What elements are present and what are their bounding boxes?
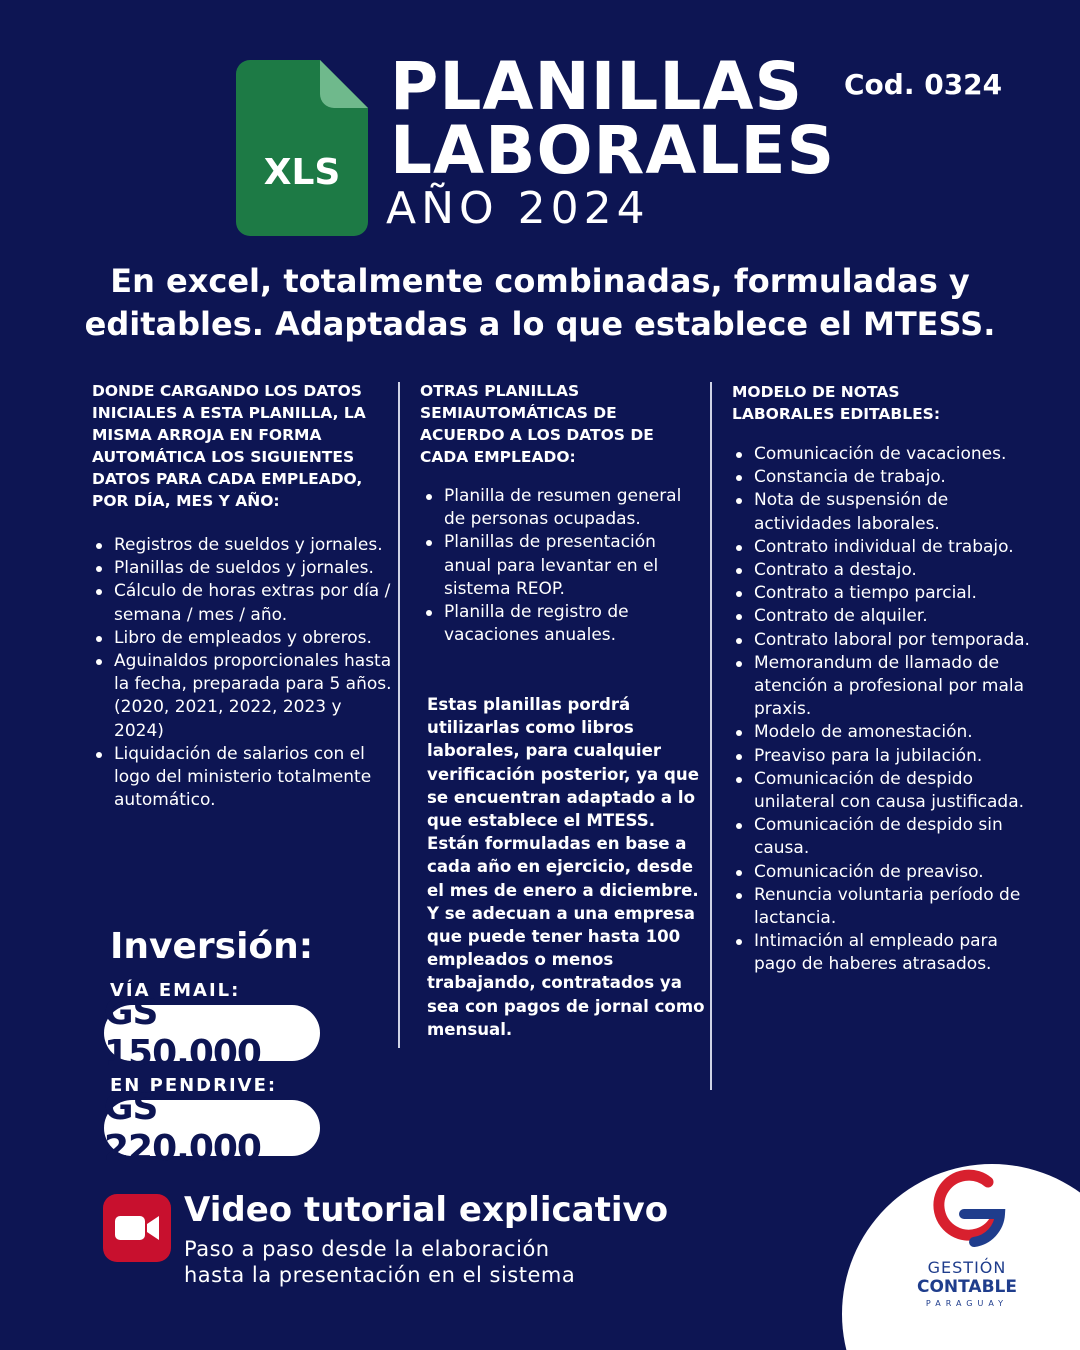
column-divider <box>710 382 712 1090</box>
list-item: Aguinaldos proporcionales hasta la fecha, preparada para 5 años. (2020, 2021, 2022, 2023 y 2024) <box>92 650 392 743</box>
subtitle-year: AÑO 2024 <box>386 183 650 234</box>
product-code: Cod. 0324 <box>844 68 1003 101</box>
list-item: Memorandum de llamado de atención a profesional por mala praxis. <box>732 652 1032 722</box>
email-price-badge: GS 150.000 <box>104 1005 320 1061</box>
list-item: Comunicación de despido sin causa. <box>732 814 1032 860</box>
list-item: Comunicación de despido unilateral con causa justificada. <box>732 768 1032 814</box>
list-item: Libro de empleados y obreros. <box>92 627 392 650</box>
logo-text-gestion: GESTIÓN <box>927 1258 1007 1277</box>
list-item: Contrato a destajo. <box>732 559 1032 582</box>
col2-heading: OTRAS PLANILLAS SEMIAUTOMÁTICAS DE ACUERDO A LOS DATOS DE CADA EMPLEADO: <box>420 382 654 466</box>
list-item: Registros de sueldos y jornales. <box>92 534 392 557</box>
list-item: Contrato a tiempo parcial. <box>732 582 1032 605</box>
list-item: Planillas de sueldos y jornales. <box>92 557 392 580</box>
video-camera-icon <box>103 1194 171 1262</box>
col1-heading: DONDE CARGANDO LOS DATOS INICIALES A ESTA PLANILLA, LA MISMA ARROJA EN FORMA AUTOMÁTICA LOS SIGUIENTES DATOS PARA CADA EMPLEADO, POR DÍA, MES Y AÑO: <box>92 382 366 510</box>
video-title: Video tutorial explicativo <box>184 1190 669 1230</box>
pendrive-price-label: EN PENDRIVE: <box>110 1075 278 1096</box>
col3-list <box>732 443 1032 977</box>
list-item: Cálculo de horas extras por día / semana / mes / año. <box>92 580 392 626</box>
list-item: Modelo de amonestación. <box>732 721 1032 744</box>
list-item: Nota de suspensión de actividades laborales. <box>732 489 1032 535</box>
col2-note: Estas planillas pordrá utilizarlas como libros laborales, para cualquier verificación posterior, ya que se encuentran adaptado a lo que establece el MTESS. Están formuladas en base a cada año en ejercicio, desde el mes de enero a diciembre. Y se adecuan a una empresa que puede tener hasta 100 empleados o menos trabajando, contratados ya sea con pagos de jornal como mensual. <box>427 695 705 1039</box>
headline: En excel, totalmente combinadas, formuladas y editables. Adaptadas a lo que establece el MTESS. <box>84 262 996 343</box>
xls-badge-text: XLS <box>263 152 341 193</box>
col1-list <box>92 534 392 812</box>
col3-heading: MODELO DE NOTAS LABORALES EDITABLES: <box>732 383 941 423</box>
list-item: Contrato individual de trabajo. <box>732 536 1032 559</box>
title-line-1: PLANILLAS <box>390 48 804 125</box>
list-item: Contrato de alquiler. <box>732 605 1032 628</box>
list-item: Preaviso para la jubilación. <box>732 745 1032 768</box>
title-line-2: LABORALES <box>390 112 836 189</box>
list-item: Constancia de trabajo. <box>732 466 1032 489</box>
video-subtitle-line: hasta la presentación en el sistema <box>184 1263 576 1287</box>
col2-list <box>422 485 692 647</box>
list-item: Renuncia voluntaria período de lactancia. <box>732 884 1032 930</box>
list-item: Planilla de registro de vacaciones anuales. <box>422 601 692 647</box>
gestion-contable-g-logo-icon <box>926 1168 1012 1250</box>
email-price-label: VÍA EMAIL: <box>110 980 241 1001</box>
list-item: Contrato laboral por temporada. <box>732 629 1032 652</box>
column-divider <box>398 382 400 1048</box>
list-item: Comunicación de preaviso. <box>732 861 1032 884</box>
video-subtitle <box>184 1236 684 1288</box>
list-item: Comunicación de vacaciones. <box>732 443 1032 466</box>
list-item: Planillas de presentación anual para levantar en el sistema REOP. <box>422 531 692 601</box>
pendrive-price-badge: GS 220.000 <box>104 1100 320 1156</box>
list-item: Planilla de resumen general de personas ocupadas. <box>422 485 692 531</box>
video-subtitle-line: Paso a paso desde la elaboración <box>184 1237 550 1261</box>
investment-title: Inversión: <box>110 926 314 967</box>
brand-logo <box>842 1164 1080 1350</box>
list-item: Liquidación de salarios con el logo del ministerio totalmente automático. <box>92 743 392 813</box>
logo-text-paraguay: PARAGUAY <box>925 1299 1009 1308</box>
logo-text-contable: CONTABLE <box>917 1277 1017 1297</box>
xls-file-icon <box>236 60 368 236</box>
list-item: Intimación al empleado para pago de haberes atrasados. <box>732 930 1032 976</box>
